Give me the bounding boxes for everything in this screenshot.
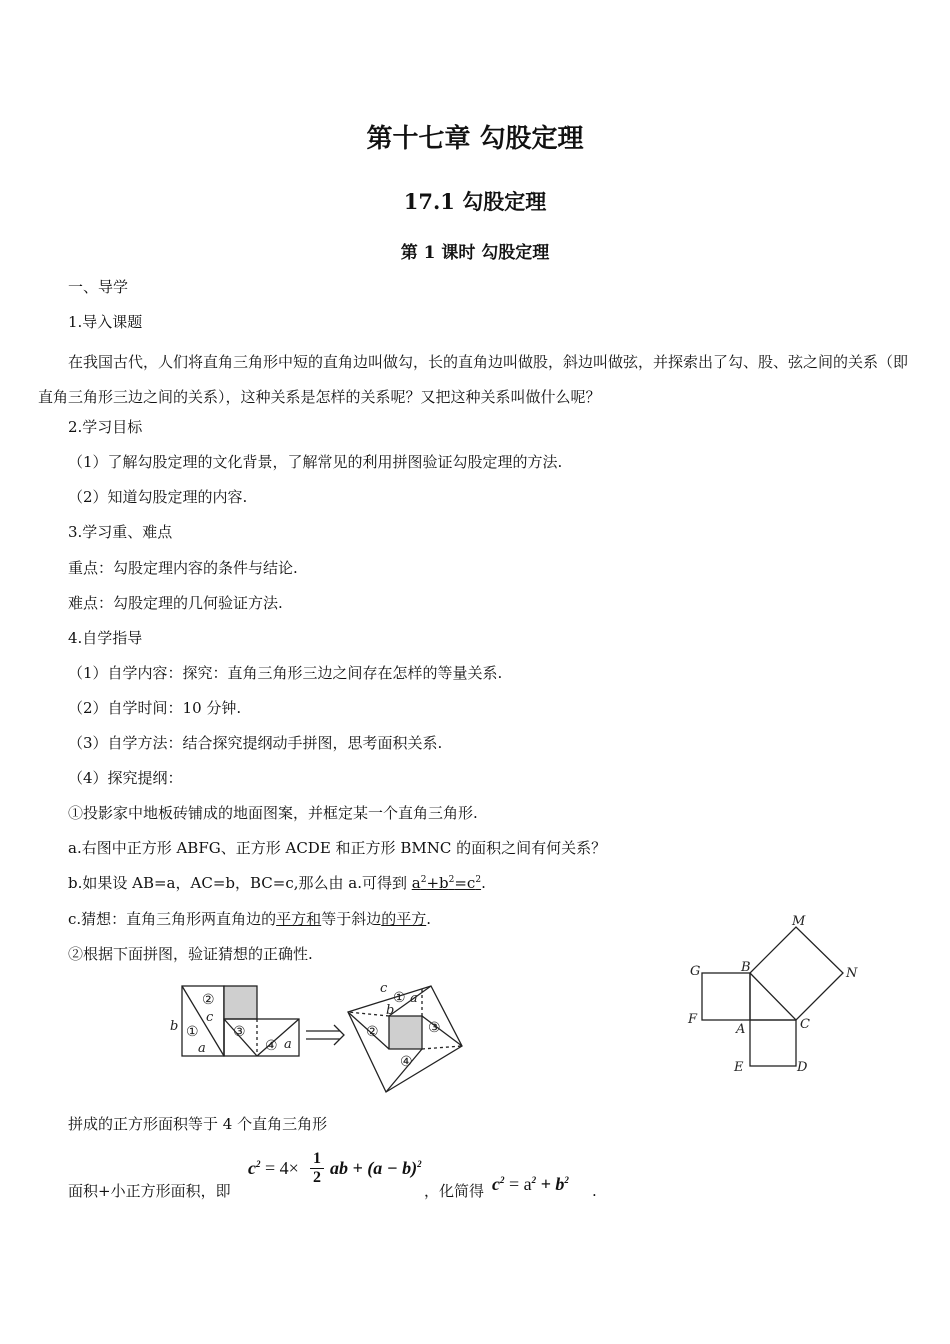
piece-label-1a: ① bbox=[186, 1024, 199, 1040]
item-heading-2: 2.学习目标 bbox=[68, 418, 143, 436]
outline-a: a.右图中正方形 ABFG、正方形 ACDE 和正方形 BMNC 的面积之间有何关系？ bbox=[68, 839, 607, 857]
goal-1: （1）了解勾股定理的文化背景，了解常见的利用拼图验证勾股定理的方法. bbox=[68, 453, 563, 471]
piece-label-2a: ② bbox=[202, 992, 215, 1008]
pythagoras-figure bbox=[680, 905, 870, 1085]
blank-square: 的平方 bbox=[381, 910, 427, 928]
side-a-left: a bbox=[198, 1041, 206, 1056]
outline-b-answer: $a^2+b^2=c^2$ bbox=[411, 874, 482, 892]
key-point: 重点：勾股定理内容的条件与结论. bbox=[68, 559, 298, 577]
vertex-C: C bbox=[800, 1017, 810, 1032]
shaded-square-left bbox=[224, 986, 257, 1019]
vertex-E: E bbox=[734, 1060, 744, 1075]
piece-label-4a: ④ bbox=[265, 1038, 278, 1054]
formula-pythagoras: $c^2 = a^2 + b^2$ bbox=[492, 1174, 569, 1194]
guide-4: （4）探究提纲： bbox=[68, 769, 183, 787]
square-BMNC bbox=[750, 927, 843, 1020]
square-ABFG bbox=[702, 973, 750, 1020]
vertex-B: B bbox=[741, 960, 751, 975]
goal-2: （2）知道勾股定理的内容. bbox=[68, 488, 248, 506]
part-heading: 一、导学 bbox=[68, 278, 129, 296]
guide-3: （3）自学方法：结合探究提纲动手拼图，思考面积关系. bbox=[68, 734, 443, 752]
outline-1: ①投影家中地板砖铺成的地面图案，并框定某一个直角三角形. bbox=[68, 804, 478, 822]
lesson-title: 第 1 课时 勾股定理 bbox=[400, 243, 550, 263]
vertex-A: A bbox=[736, 1022, 746, 1037]
side-a-right: a bbox=[410, 991, 418, 1006]
piece-label-1b: ① bbox=[393, 990, 406, 1006]
outline-2: ②根据下面拼图，验证猜想的正确性. bbox=[68, 945, 313, 963]
vertex-F: F bbox=[688, 1012, 698, 1027]
conclusion-end: . bbox=[592, 1182, 597, 1200]
difficult-point: 难点：勾股定理的几何验证方法. bbox=[68, 594, 283, 612]
section-title: 17.1 勾股定理 bbox=[403, 189, 547, 214]
shaded-square-right bbox=[389, 1016, 422, 1049]
outline-b-text: b.如果设 AB=a，AC=b，BC=c,那么由 a.可得到 bbox=[68, 874, 412, 892]
side-b-left: b bbox=[170, 1019, 179, 1034]
side-c-left: c bbox=[206, 1010, 214, 1025]
intro-paragraph: 在我国古代，人们将直角三角形中短的直角边叫做勾，长的直角边叫做股，斜边叫做弦，并探索出了勾、股、弦之间的关系（即直角三角形三边之间的关系），这种关系是怎样的关系呢？又把这种关系叫做什么呢？ bbox=[38, 353, 909, 406]
arrow-icon bbox=[334, 1025, 344, 1045]
item-heading-1: 1.导入课题 bbox=[68, 313, 143, 331]
vertex-M: M bbox=[792, 914, 806, 929]
side-b-right: b bbox=[386, 1003, 395, 1018]
vertex-N: N bbox=[846, 966, 858, 981]
formula-area-rest: ab + $(a - b)^2$ bbox=[330, 1158, 422, 1178]
item-heading-4: 4.自学指导 bbox=[68, 629, 143, 647]
blank-sum-of-squares: 平方和 bbox=[276, 910, 322, 928]
piece-label-3a: ③ bbox=[233, 1024, 246, 1040]
fraction-half: 1 2 bbox=[310, 1150, 324, 1187]
chapter-title: 第十七章 勾股定理 bbox=[366, 124, 584, 154]
guide-2: （2）自学时间：10 分钟. bbox=[68, 699, 242, 717]
guide-1: （1）自学内容：探究：直角三角形三边之间存在怎样的等量关系. bbox=[68, 664, 503, 682]
conclusion-line-3: ，化简得 bbox=[424, 1182, 485, 1200]
outline-c: c.猜想：直角三角形两直角边的平方和等于斜边的平方. bbox=[68, 910, 431, 928]
piece-label-2b: ② bbox=[366, 1024, 379, 1040]
conclusion-line-2: 面积+小正方形面积，即 bbox=[68, 1182, 231, 1200]
outline-b: b.如果设 AB=a，AC=b，BC=c,那么由 a.可得到 $a^2+b^2=c^2$. bbox=[68, 874, 486, 892]
formula-area: $c^2 = 4\times$ bbox=[248, 1158, 299, 1178]
piece-label-4b: ④ bbox=[400, 1054, 413, 1070]
side-c-right: c bbox=[380, 981, 388, 996]
vertex-G: G bbox=[690, 964, 701, 979]
piece-label-3b: ③ bbox=[428, 1020, 441, 1036]
conclusion-line-1: 拼成的正方形面积等于 4 个直角三角形 bbox=[68, 1115, 328, 1133]
item-heading-3: 3.学习重、难点 bbox=[68, 523, 173, 541]
vertex-D: D bbox=[797, 1060, 808, 1075]
puzzle-figure bbox=[160, 970, 470, 1096]
side-a-left2: a bbox=[284, 1037, 292, 1052]
square-ACDE bbox=[750, 1020, 796, 1066]
